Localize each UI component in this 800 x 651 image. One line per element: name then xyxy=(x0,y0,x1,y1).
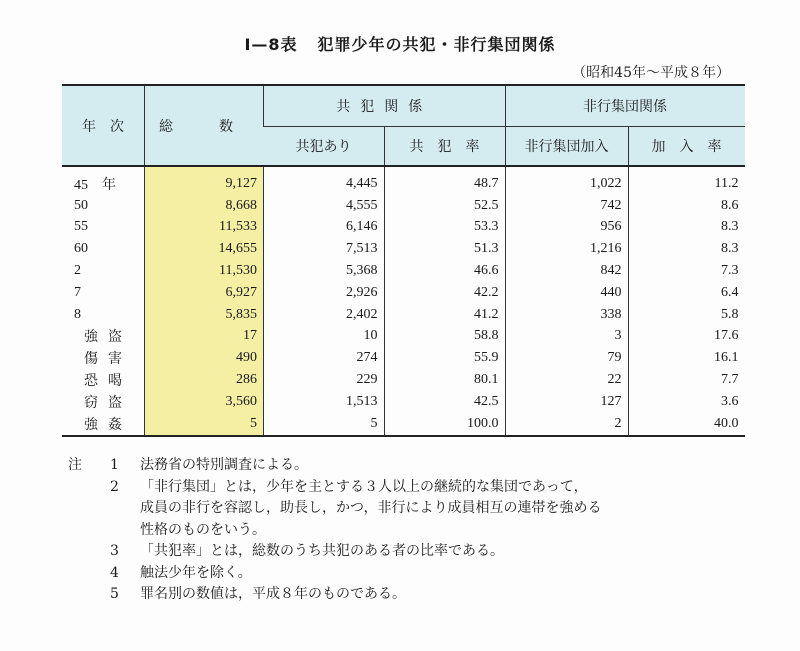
row-label: 50 xyxy=(74,197,88,213)
cell-kyohan-rate: 58.8 xyxy=(384,326,505,348)
cell-kyohan-rate: 48.7 xyxy=(384,166,505,195)
table-row xyxy=(62,217,745,239)
cell-kyohan: 1,513 xyxy=(264,391,385,413)
table-row xyxy=(62,304,745,326)
note-text: 触法少年を除く。 xyxy=(140,564,252,581)
cell-total: 17 xyxy=(145,326,264,348)
note-text: 性格のものをいう。 xyxy=(140,521,266,538)
header-group-kyohan: 共犯関係 xyxy=(264,85,506,127)
note-text: 罪名別の数値は，平成８年のものである。 xyxy=(140,586,406,602)
cell-kyohan: 4,555 xyxy=(264,195,385,217)
cell-total: 3,560 xyxy=(145,391,264,413)
cell-kanyu-rate: 16.1 xyxy=(628,347,745,369)
cell-total: 11,530 xyxy=(145,260,264,282)
cell-total: 5 xyxy=(145,413,264,436)
cell-kanyu-rate: 7.3 xyxy=(628,260,745,282)
header-kanyu-rate: 加 入 率 xyxy=(628,127,745,167)
cell-kanyu-rate: 3.6 xyxy=(628,391,745,413)
cell-kyohan: 7,513 xyxy=(264,238,385,260)
cell-kyohan-rate: 80.1 xyxy=(384,369,505,391)
cell-kanyu-rate: 17.6 xyxy=(628,326,745,348)
note-line xyxy=(68,455,768,477)
cell-kyohan-rate: 55.9 xyxy=(384,347,505,369)
header-group-hiko: 非行集団関係 xyxy=(505,85,745,127)
cell-kyohan-rate: 53.3 xyxy=(384,217,505,239)
cell-kyohan: 2,926 xyxy=(264,282,385,304)
cell-kyohan-rate: 42.2 xyxy=(384,282,505,304)
cell-kyohan-rate: 42.5 xyxy=(384,391,505,413)
cell-kanyu-rate: 11.2 xyxy=(628,166,745,195)
cell-kanyu: 79 xyxy=(505,347,628,369)
row-label: 恐喝 xyxy=(84,374,132,390)
row-label: 強姦 xyxy=(62,413,145,436)
header-kanyu: 非行集団加入 xyxy=(505,127,628,167)
header-row-1 xyxy=(62,85,745,127)
cell-kanyu: 127 xyxy=(505,391,628,413)
cell-kanyu: 2 xyxy=(505,413,628,436)
row-label: 7 xyxy=(74,284,81,300)
table-row xyxy=(62,369,745,391)
cell-kyohan: 2,402 xyxy=(264,304,385,326)
cell-kanyu-rate: 6.4 xyxy=(628,282,745,304)
table-number: Ⅰ—8表 xyxy=(244,35,298,54)
table-title xyxy=(0,32,800,55)
cell-kanyu-rate: 7.7 xyxy=(628,369,745,391)
cell-kyohan-rate: 46.6 xyxy=(384,260,505,282)
cell-kanyu-rate: 5.8 xyxy=(628,304,745,326)
cell-kyohan: 6,146 xyxy=(264,217,385,239)
row-label: 傷害 xyxy=(84,352,132,368)
note-text: 「共犯率」とは，総数のうち共犯のある者の比率である。 xyxy=(140,543,504,559)
row-label: 8 xyxy=(74,306,81,322)
header-kyohan-rate: 共 犯 率 xyxy=(384,127,505,167)
note-line xyxy=(68,477,768,499)
table-title-text: 犯罪少年の共犯・非行集団関係 xyxy=(317,35,556,54)
table-row xyxy=(62,166,745,195)
header-year: 年 次 xyxy=(62,85,145,166)
row-label: 2 xyxy=(74,263,81,279)
header-kyohan-ari: 共犯あり xyxy=(264,127,385,167)
cell-kanyu: 842 xyxy=(505,260,628,282)
cell-kyohan-rate: 100.0 xyxy=(384,413,505,436)
cell-total: 14,655 xyxy=(145,238,264,260)
note-text: 成員の非行を容認し，助長し，かつ，非行により成員相互の連帯を強める xyxy=(140,500,602,516)
cell-kanyu: 22 xyxy=(505,369,628,391)
table-row xyxy=(62,391,745,413)
table-row xyxy=(62,413,745,436)
table-row xyxy=(62,347,745,369)
cell-kyohan: 4,445 xyxy=(264,166,385,195)
note-line xyxy=(68,584,768,606)
table-body xyxy=(62,166,745,436)
cell-kyohan: 274 xyxy=(264,347,385,369)
cell-total: 6,927 xyxy=(145,282,264,304)
note-number: 4 xyxy=(110,564,119,581)
note-line xyxy=(68,520,768,542)
cell-kanyu: 742 xyxy=(505,195,628,217)
row-label: 強盗 xyxy=(84,330,132,346)
cell-kanyu: 440 xyxy=(505,282,628,304)
table-row xyxy=(62,326,745,348)
row-label: 60 xyxy=(74,241,88,257)
table-subtitle: （昭和45年～平成８年） xyxy=(572,65,730,81)
row-label: 45 年 xyxy=(74,177,116,193)
note-number: 2 xyxy=(110,478,119,495)
cell-kyohan: 5 xyxy=(264,413,385,436)
cell-kanyu-rate: 40.0 xyxy=(628,413,745,436)
note-text: 「非行集団」とは，少年を主とする３人以上の継続的な集団であって， xyxy=(140,478,588,495)
table-row xyxy=(62,282,745,304)
cell-kyohan: 229 xyxy=(264,369,385,391)
table-row xyxy=(62,238,745,260)
table-row xyxy=(62,260,745,282)
note-number: 3 xyxy=(110,543,119,559)
cell-kanyu-rate: 8.3 xyxy=(628,217,745,239)
cell-kanyu: 338 xyxy=(505,304,628,326)
cell-kanyu: 956 xyxy=(505,217,628,239)
cell-total: 9,127 xyxy=(145,166,264,195)
note-lead: 注 xyxy=(68,457,82,473)
row-label: 窃盗 xyxy=(84,395,132,411)
note-line xyxy=(68,541,768,563)
cell-kanyu: 3 xyxy=(505,326,628,348)
cell-kyohan: 10 xyxy=(264,326,385,348)
cell-kanyu: 1,022 xyxy=(505,166,628,195)
cell-kyohan-rate: 52.5 xyxy=(384,195,505,217)
cell-kanyu-rate: 8.6 xyxy=(628,195,745,217)
cell-kyohan: 5,368 xyxy=(264,260,385,282)
cell-kanyu-rate: 8.3 xyxy=(628,238,745,260)
row-label: 55 xyxy=(74,219,88,235)
cell-total: 11,533 xyxy=(145,217,264,239)
note-line xyxy=(68,498,768,520)
cell-kanyu: 1,216 xyxy=(505,238,628,260)
note-line xyxy=(68,563,768,585)
cell-kyohan-rate: 41.2 xyxy=(384,304,505,326)
cell-total: 5,835 xyxy=(145,304,264,326)
cell-total: 490 xyxy=(145,347,264,369)
cell-total: 8,668 xyxy=(145,195,264,217)
cell-total: 286 xyxy=(145,369,264,391)
notes xyxy=(68,455,768,606)
note-number: 5 xyxy=(110,586,119,602)
note-text: 法務省の特別調査による。 xyxy=(140,457,308,473)
data-table xyxy=(62,84,745,437)
table-row xyxy=(62,195,745,217)
cell-kyohan-rate: 51.3 xyxy=(384,238,505,260)
header-total: 総 数 xyxy=(145,85,264,166)
note-number: 1 xyxy=(110,457,119,473)
